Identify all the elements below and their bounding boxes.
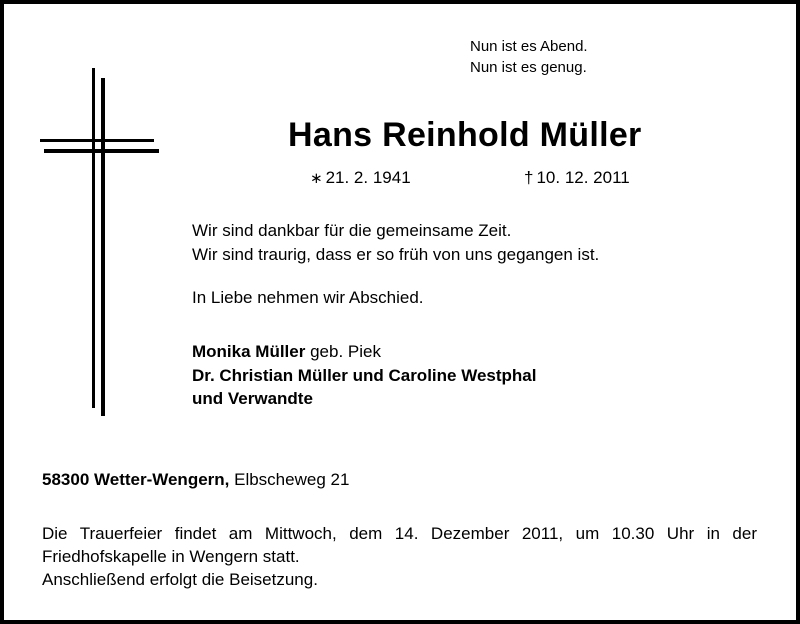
- notice-line: Friedhofskapelle in Wengern statt.: [42, 547, 300, 566]
- address-city: 58300 Wetter-Wengern,: [42, 470, 230, 489]
- deceased-name: Hans Reinhold Müller: [288, 116, 642, 154]
- text-line: Wir sind traurig, dass er so früh von uns gegangen ist.: [192, 245, 600, 264]
- farewell-text: In Liebe nehmen wir Abschied.: [192, 288, 424, 307]
- birth-symbol: ∗: [310, 170, 323, 187]
- death-date: [524, 168, 630, 188]
- birth-date: [310, 168, 411, 188]
- mourner-line-2: [192, 364, 536, 388]
- death-date-value: 10. 12. 2011: [536, 168, 630, 187]
- motto-line-1: Nun ist es Abend.: [470, 38, 588, 55]
- mourners: [192, 340, 536, 411]
- motto: [470, 36, 588, 78]
- funeral-notice: [42, 522, 757, 591]
- notice-line: Die Trauerfeier findet am Mittwoch, dem 14. Dezember 2011, um 10.30 Uhr in der: [42, 524, 757, 543]
- address-street: Elbscheweg 21: [229, 470, 350, 489]
- mourner-name: Monika Müller: [192, 342, 306, 361]
- mourner-suffix: geb. Piek: [305, 342, 381, 361]
- notice-line: Anschließend erfolgt die Beisetzung.: [42, 570, 318, 589]
- address: [42, 470, 349, 490]
- motto-line-2: Nun ist es genug.: [470, 59, 587, 76]
- death-symbol: †: [524, 168, 534, 187]
- mourner-line-1: [192, 340, 536, 364]
- mourner-relatives: und Verwandte: [192, 389, 313, 408]
- mourner-line-3: [192, 387, 536, 411]
- mourner-names: Dr. Christian Müller und Caroline Westphal: [192, 365, 537, 385]
- text-line: Wir sind dankbar für die gemeinsame Zeit.: [192, 221, 512, 240]
- gratitude-text: [192, 219, 599, 267]
- birth-date-value: 21. 2. 1941: [325, 168, 411, 187]
